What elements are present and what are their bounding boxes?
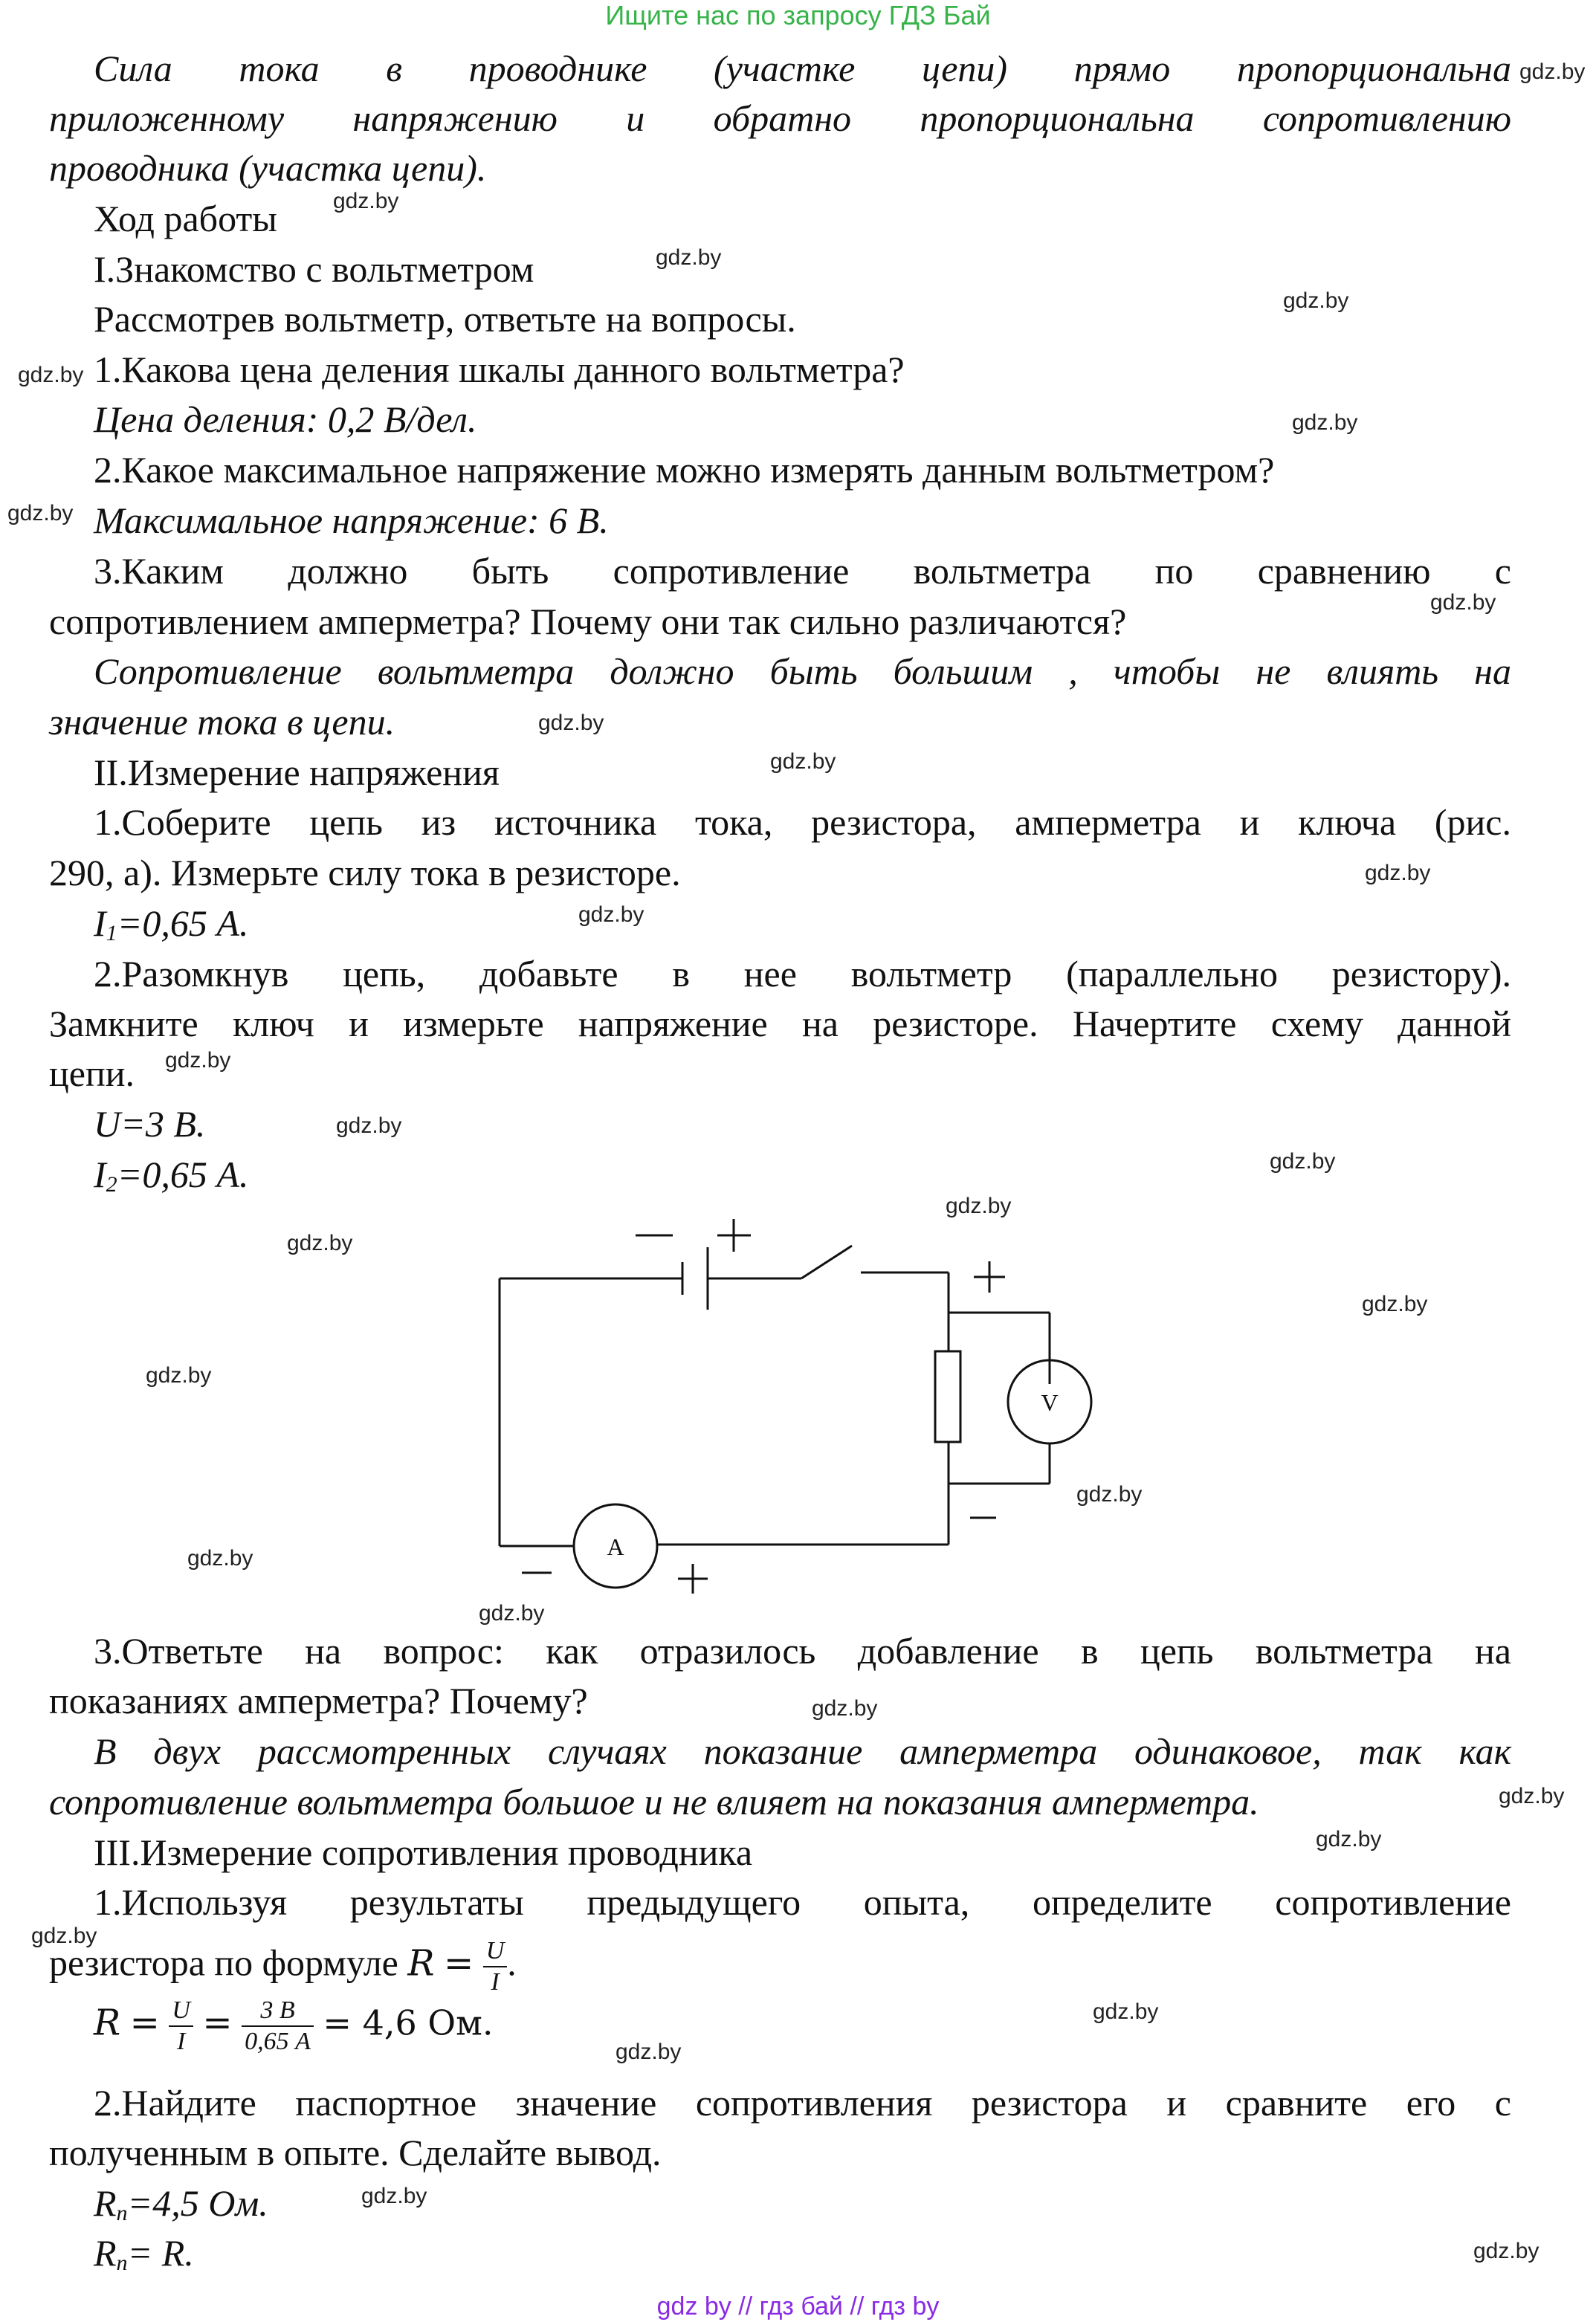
- question: резистора по формуле R = $\frac{U}{I}$ .: [49, 1937, 517, 1996]
- watermark: gdz.by: [336, 1113, 402, 1138]
- question: 3.Ответьте на вопрос: как отразилось добавление в цепь вольтметра на: [94, 1630, 1511, 1672]
- section-heading: III.Измерение сопротивления проводника: [94, 1831, 753, 1873]
- watermark: gdz.by: [770, 749, 836, 774]
- ammeter-label: A: [607, 1533, 624, 1560]
- circuit-diagram: [476, 1219, 1145, 1605]
- watermark: gdz.by: [538, 711, 604, 735]
- watermark: gdz.by: [1093, 1999, 1159, 2024]
- question: 3.Каким должно быть сопротивление вольтметра по сравнению с: [94, 550, 1511, 592]
- footer-links[interactable]: gdz by // гдз бай // гдз by: [656, 2292, 940, 2321]
- question: 1.Используя результаты предыдущего опыта, определите сопротивление: [94, 1881, 1511, 1923]
- watermark: gdz.by: [1362, 1292, 1428, 1316]
- watermark: gdz.by: [7, 501, 74, 525]
- formula-line: R = $\frac{U}{I}$ = $\frac{3 В}{0,65 А}$ = 4,6 Ом.: [94, 1996, 494, 2055]
- watermark: gdz.by: [616, 2040, 682, 2064]
- watermark: gdz.by: [165, 1048, 231, 1073]
- question: 290, а). Измерьте силу тока в резисторе.: [49, 852, 681, 893]
- text-line: проводника (участка цепи).: [49, 147, 487, 189]
- watermark: gdz.by: [656, 245, 722, 270]
- watermark: gdz.by: [31, 1924, 97, 1948]
- question: полученным в опыте. Сделайте вывод.: [49, 2132, 662, 2173]
- watermark: gdz.by: [1365, 861, 1431, 885]
- watermark: gdz.by: [1499, 1784, 1565, 1808]
- answer: значение тока в цепи.: [49, 701, 395, 743]
- question: 2.Какое максимальное напряжение можно измерять данным вольтметром?: [94, 449, 1275, 491]
- watermark: gdz.by: [812, 1696, 878, 1721]
- answer: $I_2=0,65$ А.: [94, 1154, 249, 1197]
- section-heading: I.Знакомство с вольтметром: [94, 248, 534, 290]
- answer: $R_n=4,5$ Ом.: [94, 2182, 268, 2225]
- watermark: gdz.by: [333, 189, 399, 213]
- voltmeter-label: V: [1041, 1389, 1059, 1416]
- question: 2.Найдите паспортное значение сопротивления резистора и сравните его с: [94, 2082, 1511, 2124]
- question: цепи.: [49, 1052, 135, 1094]
- watermark: gdz.by: [187, 1546, 253, 1571]
- question: Замкните ключ и измерьте напряжение на резисторе. Начертите схему данной: [49, 1003, 1511, 1044]
- top-banner[interactable]: Ищите нас по запросу ГДЗ Бай: [605, 0, 991, 30]
- answer: Сопротивление вольтметра должно быть большим , чтобы не влиять на: [94, 650, 1511, 692]
- text-line: Сила тока в проводнике (участке цепи) прямо пропорциональна: [94, 48, 1511, 89]
- question: 1.Соберите цепь из источника тока, резистора, амперметра и ключа (рис.: [94, 801, 1511, 843]
- watermark: gdz.by: [578, 902, 644, 927]
- answer: Максимальное напряжение: 6 В.: [94, 499, 609, 541]
- watermark: gdz.by: [146, 1363, 212, 1388]
- answer: U=3 В.: [94, 1103, 206, 1145]
- watermark: gdz.by: [1076, 1482, 1143, 1507]
- section-heading: Ход работы: [94, 198, 277, 239]
- watermark: gdz.by: [1430, 590, 1496, 615]
- resistor: [935, 1351, 960, 1442]
- answer: В двух рассмотренных случаях показание амперметра одинаковое, так как: [94, 1730, 1511, 1772]
- switch-lever: [801, 1246, 852, 1278]
- answer: $I_1=0,65$ А.: [94, 902, 249, 945]
- watermark: gdz.by: [1519, 59, 1586, 84]
- section-heading: II.Измерение напряжения: [94, 751, 500, 793]
- watermark: gdz.by: [18, 363, 84, 387]
- question: 1.Какова цена деления шкалы данного вольтметра?: [94, 349, 905, 390]
- watermark: gdz.by: [946, 1194, 1012, 1218]
- answer: сопротивление вольтметра большое и не влияет на показания амперметра.: [49, 1781, 1259, 1823]
- question: показаниях амперметра? Почему?: [49, 1680, 588, 1721]
- watermark: gdz.by: [1270, 1149, 1336, 1174]
- watermark: gdz.by: [1316, 1827, 1382, 1852]
- watermark: gdz.by: [479, 1601, 545, 1626]
- watermark: gdz.by: [1473, 2239, 1540, 2263]
- answer: Цена деления: 0,2 В/дел.: [94, 398, 477, 440]
- answer: $R_n= R$.: [94, 2232, 194, 2275]
- watermark: gdz.by: [1292, 410, 1358, 435]
- question: 2.Разомкнув цепь, добавьте в нее вольтметр (параллельно резистору).: [94, 953, 1511, 995]
- text-line: приложенному напряжению и обратно пропорциональна сопротивлению: [49, 97, 1511, 139]
- watermark: gdz.by: [287, 1231, 353, 1255]
- watermark: gdz.by: [1283, 288, 1349, 313]
- text-line: Рассмотрев вольтметр, ответьте на вопросы.: [94, 298, 796, 340]
- question: сопротивлением амперметра? Почему они так сильно различаются?: [49, 601, 1127, 642]
- watermark: gdz.by: [361, 2184, 427, 2208]
